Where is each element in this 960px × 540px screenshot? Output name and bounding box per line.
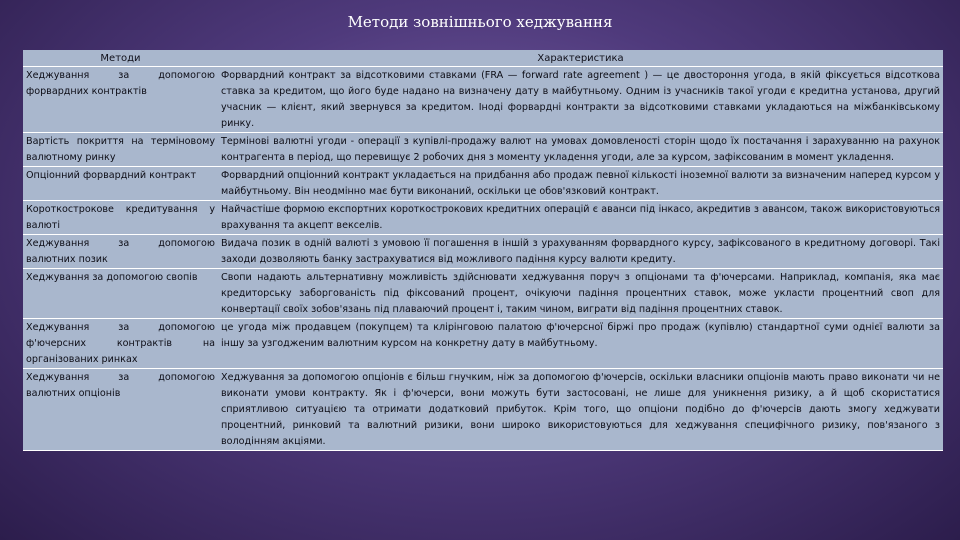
description-cell: Хеджування за допомогою опціонів є більш гнучким, ніж за допомогою ф'ючерсів, оскільки власники опціонів мають право виконати чи не виконати умови контракту. Як і ф'ючерси, вони можуть бути застосовані, не лише для уникнення ризику, а й щоб скористатися сприятливою ситуацією та отримати додатковий прибуток. Крім того, що опціони подібно до ф'ючерсів дають змогу хеджувати процентний, ринковий та валютний ризики, вони широко використовуються для хеджування специфічного ризику, пов'язаного з володінням акціями. [218,369,943,451]
slide-title: Методи зовнішнього хеджування [347,13,613,31]
table-header-row [23,50,943,67]
description-cell: це угода між продавцем (покупцем) та клірінговою палатою ф'ючерсної біржі про продаж (купівлю) стандартної суми однієї валюти за іншу за узгодженим валютним курсом на конкретну дату в майбутньому. [218,319,943,369]
description-cell: Свопи надають альтернативну можливість здійснювати хеджування поруч з опціонами та ф'ючерсами. Наприклад, компанія, яка має кредиторську заборгованість під фіксований процент, очікуючи падіння процентних ставок, може укласти процентний своп для конвертації своїх зобов'язань під плаваючий процент і, таким чином, виграти від падіння процентних ставок. [218,269,943,319]
method-cell: Хеджування за допомогою валютних опціонів [23,369,218,451]
description-cell: Форвардний опціонний контракт укладається на придбання або продаж певної кількості іноземної валюти за визначеним наперед курсом у майбутньому. Він неодмінно має бути виконаний, оскільки це обов'язковий контракт. [218,167,943,201]
method-cell: Хеджування за допомогою свопів [23,269,218,319]
method-cell: Короткострокове кредитування у валюті [23,201,218,235]
method-cell: Хеджування за допомогою форвардних контрактів [23,67,218,133]
table-row [23,67,943,133]
description-cell: Найчастіше формою експортних короткострокових кредитних операцій є аванси під інкасо, акредитив з авансом, також використовуються врахування та акцепт векселів. [218,201,943,235]
table-row [23,235,943,269]
column-header-methods: Методи [23,50,218,67]
column-header-characteristics: Характеристика [218,50,943,67]
method-cell: Хеджування за допомогою ф'ючерсних контрактів на організованих ринках [23,319,218,369]
method-cell: Вартість покриття на терміновому валютному ринку [23,133,218,167]
description-cell: Видача позик в одній валюті з умовою її погашення в іншій з урахуванням форвардного курсу, зафіксованого в кредитному договорі. Такі заходи дозволяють банку застрахуватися від можливого падіння курсу валюти кредиту. [218,235,943,269]
description-cell: Термінові валютні угоди - операції з купівлі-продажу валют на умовах домовленості сторін щодо їх постачання і зарахуванню на рахунок контрагента в період, що перевищує 2 робочих дня з моменту укладення угоди, але за курсом, зафіксованим в момент укладення. [218,133,943,167]
method-cell: Хеджування за допомогою валютних позик [23,235,218,269]
table-row [23,133,943,167]
table-row [23,167,943,201]
table-row [23,201,943,235]
description-cell: Форвардний контракт за відсотковими ставками (FRA — forward rate agreement ) — це двостороння угода, в якій фіксується відсоткова ставка за кредитом, що його буде надано на визначену дату в майбутньому. Одним із учасників такої угоди є кредитна установа, другий учасник — клієнт, який звернувся за кредитом. Іноді форвардні контракти за відсотковими ставками укладаються на міжбанківському ринку. [218,67,943,133]
table-row [23,269,943,319]
methods-table [23,50,943,451]
table-row [23,319,943,369]
table-row [23,369,943,451]
methods-table-container [23,50,943,451]
method-cell: Опціонний форвардний контракт [23,167,218,201]
